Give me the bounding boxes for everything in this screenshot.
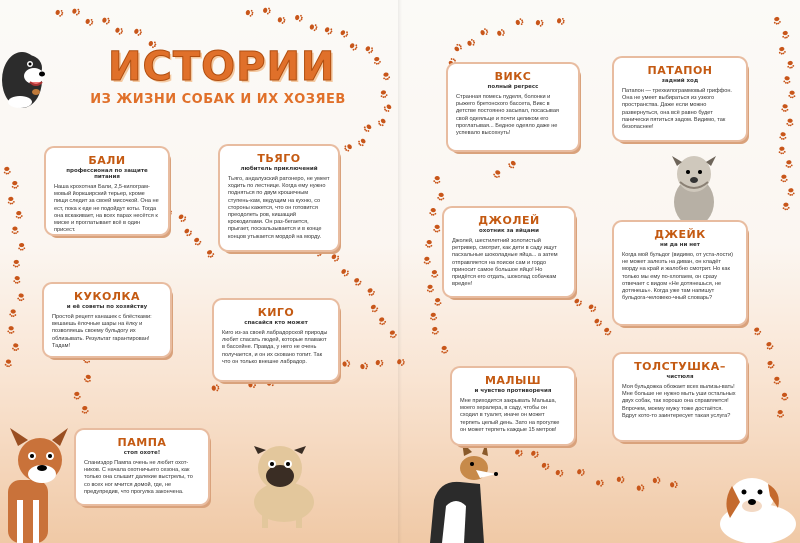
- story-card-kukolka: [44, 284, 170, 356]
- story-name: ПАМПА: [117, 436, 167, 449]
- paw-print-icon: [616, 476, 624, 484]
- paw-print-icon: [785, 160, 793, 168]
- paw-print-icon: [193, 237, 203, 247]
- paw-print-icon: [323, 26, 333, 36]
- story-text: Наша крохотная Бали, 2,5-килограм-мовый йоркширский терьер, кроме пищи следит за своей мисочкой. Она не ест, пока к еде не подойдут коты. Тогда она вскакивает, на всех парах несётся к миске и проглатывает всё в один присест.: [54, 184, 159, 234]
- paw-print-icon: [437, 192, 445, 200]
- paw-print-icon: [7, 196, 15, 204]
- story-text: Патапон — трехкилограммовый гриффон. Она не умеет выбираться из узкого пространства. Даже если можно развернуться, она всё равно будет панически пятиться задом. Видимо, так безопаснее!: [622, 88, 732, 131]
- paw-print-icon: [596, 479, 604, 487]
- story-name: ВИКС: [494, 70, 532, 83]
- paw-print-icon: [636, 484, 644, 492]
- paw-print-icon: [245, 9, 254, 17]
- paw-print-icon: [466, 38, 475, 47]
- paw-print-icon: [753, 326, 762, 336]
- paw-print-icon: [11, 226, 18, 234]
- paw-print-icon: [383, 103, 393, 113]
- paw-print-icon: [396, 358, 405, 367]
- paw-print-icon: [431, 270, 439, 278]
- paw-print-icon: [429, 208, 437, 216]
- story-card-viks: [448, 64, 578, 150]
- paw-print-icon: [786, 60, 794, 69]
- paw-print-icon: [440, 345, 448, 354]
- story-name: ДЖЕЙК: [654, 228, 706, 241]
- paw-print-icon: [71, 7, 80, 16]
- paw-print-icon: [535, 19, 544, 27]
- paw-print-icon: [576, 468, 585, 477]
- paw-print-icon: [55, 8, 64, 17]
- paw-print-icon: [133, 27, 143, 36]
- paw-print-icon: [555, 469, 564, 478]
- story-tagline: полный регресс: [487, 84, 539, 90]
- paw-print-icon: [786, 118, 794, 126]
- story-tagline: чистюля: [666, 374, 694, 380]
- paw-print-icon: [782, 202, 790, 210]
- paw-print-icon: [423, 256, 431, 264]
- paw-print-icon: [556, 17, 565, 25]
- paw-print-icon: [773, 16, 781, 25]
- story-card-dzholi: [444, 208, 574, 296]
- story-text: Простой рецепт канашек с блёстками: вешаешь ёлочные шары на ёлку и позволяешь своему бульдогу их облизывать. Результат гарантирован! Тадам!: [52, 314, 152, 349]
- story-tagline: задний ход: [661, 78, 699, 84]
- story-tagline: профессионал по защите питания: [66, 168, 148, 180]
- story-card-patapon: [614, 58, 746, 140]
- paw-print-icon: [11, 181, 19, 189]
- story-name: МАЛЫШ: [484, 374, 542, 387]
- page-title: ИСТОРИИ: [108, 44, 336, 90]
- story-name: ТОЛСТУШКА–: [634, 360, 726, 373]
- paw-print-icon: [366, 287, 376, 297]
- paw-print-icon: [7, 326, 15, 334]
- paw-print-icon: [73, 391, 81, 399]
- paw-print-icon: [777, 410, 785, 418]
- paw-print-icon: [5, 359, 13, 367]
- paw-print-icon: [780, 174, 788, 182]
- paw-print-icon: [266, 379, 275, 387]
- paw-print-icon: [277, 16, 286, 24]
- story-card-tyago: [220, 146, 338, 250]
- paw-print-icon: [85, 17, 94, 26]
- paw-print-icon: [514, 448, 524, 458]
- paw-print-icon: [778, 146, 786, 154]
- story-text: Моя бульдожка обожает всех вылизы-вать! Мне больше не нужно мыть уши остальных двух собак, так хорошо она справляется! Впрочем, моему мужу тоже достаётся. Вдруг кото-то заинтересует такая услуга?: [622, 384, 736, 419]
- paw-print-icon: [587, 303, 597, 313]
- paw-print-icon: [348, 42, 358, 52]
- paw-print-icon: [530, 449, 540, 459]
- paw-print-icon: [353, 277, 363, 287]
- story-text: Спаниэдор Пампа очень не любит охот-ников. С начала охотничьего сезона, как только она слышит далекие выстрелы, то со всех ног мчится домой, где, не предупредив, что прогулка закончена.: [84, 460, 193, 495]
- paw-print-icon: [430, 312, 438, 320]
- story-tagline: и её советы по хозяйству: [66, 304, 148, 310]
- paw-print-icon: [593, 317, 603, 327]
- paw-print-icon: [388, 330, 397, 339]
- collie-dog-illustration: [420, 440, 502, 543]
- paw-print-icon: [492, 169, 501, 179]
- story-tagline: ни да ни нет: [660, 242, 700, 248]
- paw-print-icon: [81, 406, 89, 414]
- paw-print-icon: [13, 260, 20, 268]
- paw-print-icon: [262, 6, 271, 14]
- story-text: Мне приходится закрывать Малыша, моего хералера, в саду, чтобы он сходил в туалет, иначе он может терпеть целый день. Зато на прогулке он может терпеть каждые 15 метров!: [460, 398, 560, 433]
- paw-print-icon: [515, 18, 524, 27]
- story-tagline: и чувство противоречия: [474, 388, 552, 394]
- paw-print-icon: [342, 360, 351, 368]
- paw-print-icon: [13, 276, 21, 284]
- paw-print-icon: [433, 224, 441, 232]
- story-card-pampa: [76, 430, 208, 504]
- paw-print-icon: [373, 56, 381, 65]
- paw-print-icon: [363, 123, 373, 133]
- paw-print-icon: [357, 137, 367, 147]
- paw-print-icon: [766, 360, 775, 370]
- story-tagline: стоп охоте!: [123, 450, 161, 456]
- paw-print-icon: [433, 176, 441, 184]
- paw-print-icon: [453, 43, 463, 53]
- paw-print-icon: [781, 392, 789, 400]
- story-card-kigo: [214, 300, 338, 380]
- paw-print-icon: [309, 23, 318, 31]
- paw-print-icon: [211, 384, 219, 392]
- paw-print-icon: [426, 284, 434, 292]
- page-subtitle: ИЗ ЖИЗНИ СОБАК И ИХ ХОЗЯЕВ: [90, 92, 346, 107]
- paw-print-icon: [480, 28, 489, 37]
- paw-print-icon: [375, 359, 384, 368]
- story-card-tolstushka: [614, 354, 746, 440]
- paw-print-icon: [652, 476, 660, 484]
- paw-print-icon: [670, 481, 678, 489]
- paw-print-icon: [12, 343, 20, 351]
- story-text: Киго из-за своей лабрадорской природы любит спасать людей, которые плавают в бассейне. Правда, у него не очень получается, и он их сковано топит. Так что он только внешне лабрадор.: [222, 330, 328, 365]
- paw-print-icon: [294, 14, 303, 22]
- paw-print-icon: [364, 45, 374, 55]
- paw-print-icon: [541, 461, 551, 471]
- paw-print-icon: [431, 326, 439, 335]
- story-text: Тьяго, андалузский ратонеро, не умеет ходить по лестнице. Когда ему нужно подняться по двум крошечным ступень-кам, ведущим на кухню, со стороны кажется, что он готовится преодолеть ров, кишащий крокодилами. Он раз-бегается, прыгает, поскальзывается и в конце концов утыкается мордой на морду.: [228, 176, 330, 240]
- paw-print-icon: [765, 341, 774, 351]
- paw-print-icon: [496, 29, 505, 38]
- paw-print-icon: [15, 211, 23, 219]
- paw-print-icon: [248, 381, 256, 389]
- paw-print-icon: [205, 249, 215, 259]
- story-name: ПАТАПОН: [647, 64, 713, 77]
- paw-print-icon: [369, 303, 379, 313]
- paw-print-icon: [779, 132, 787, 140]
- story-text: Джолей, шестилетний золотистый ретривер, смотрит, как дети в саду ищут пасхальные шоколадные яйца... а затем отправляется на поиски сам и гордо приносит самое большое яйцо! Но придётся его отдать, шоколад собачкам вреден!: [452, 238, 558, 288]
- spaniel-dog-illustration: [712, 462, 800, 543]
- story-text: Странная помесь пуделя, болонки и рыжего бретонского бассета, Викс в детстве постоянно засыпал, посасывая свой одеяльце и почти целиком его проглатывая... Бедное одеяло даже не успевало высохнуть!: [456, 94, 559, 137]
- paw-print-icon: [507, 159, 517, 169]
- story-card-bali: [46, 148, 168, 234]
- paw-print-icon: [573, 297, 583, 307]
- griffon-dog-illustration: [668, 152, 720, 228]
- bernese-dog-illustration: [0, 30, 50, 110]
- paw-print-icon: [3, 166, 11, 174]
- paw-print-icon: [380, 90, 388, 99]
- paw-print-icon: [382, 72, 390, 81]
- paw-print-icon: [377, 117, 387, 127]
- story-card-malysh: [452, 368, 574, 444]
- paw-print-icon: [330, 253, 340, 263]
- paw-print-icon: [177, 213, 187, 223]
- paw-print-icon: [783, 76, 791, 84]
- paw-print-icon: [781, 30, 789, 39]
- story-name: ДЖОЛЕЙ: [478, 214, 540, 227]
- paw-print-icon: [425, 240, 433, 248]
- paw-print-icon: [183, 227, 193, 237]
- pug-dog-illustration: [240, 430, 322, 530]
- paw-print-icon: [339, 29, 349, 39]
- paw-print-icon: [101, 16, 110, 25]
- paw-print-icon: [343, 143, 353, 153]
- paw-print-icon: [114, 26, 124, 35]
- boxer-dog-illustration: [0, 420, 75, 543]
- story-tagline: охотник за яйцами: [479, 228, 539, 234]
- paw-print-icon: [778, 46, 786, 55]
- paw-print-icon: [434, 298, 442, 306]
- paw-print-icon: [603, 327, 613, 337]
- paw-print-icon: [9, 309, 17, 317]
- paw-print-icon: [340, 267, 350, 277]
- story-tagline: любитель приключений: [240, 166, 318, 172]
- paw-print-icon: [17, 293, 25, 301]
- paw-print-icon: [360, 362, 369, 370]
- story-name: КУКОЛКА: [74, 290, 140, 303]
- story-tagline: спасайся кто может: [244, 320, 308, 326]
- paw-print-icon: [83, 355, 92, 364]
- story-name: БАЛИ: [88, 154, 126, 167]
- paw-print-icon: [378, 316, 387, 325]
- story-name: ТЬЯГО: [257, 152, 301, 165]
- paw-print-icon: [18, 243, 25, 251]
- paw-print-icon: [787, 188, 795, 196]
- paw-print-icon: [781, 104, 789, 112]
- story-name: КИГО: [257, 306, 295, 319]
- paw-print-icon: [773, 376, 781, 384]
- story-card-dzheik: [614, 222, 746, 324]
- paw-print-icon: [83, 374, 92, 383]
- paw-print-icon: [788, 90, 796, 98]
- story-text: Когда мой бульдог (видимо, от уста-лости) не может залезть на диван, он кладёт морду на край и жалобно смотрит. Но как только мы ему по-хлопаем, он сразу отвечает с видом «Не дотянешься, не дотянешь». Когда уже там напишут бульдога-человеко-чный словарь?: [622, 252, 733, 302]
